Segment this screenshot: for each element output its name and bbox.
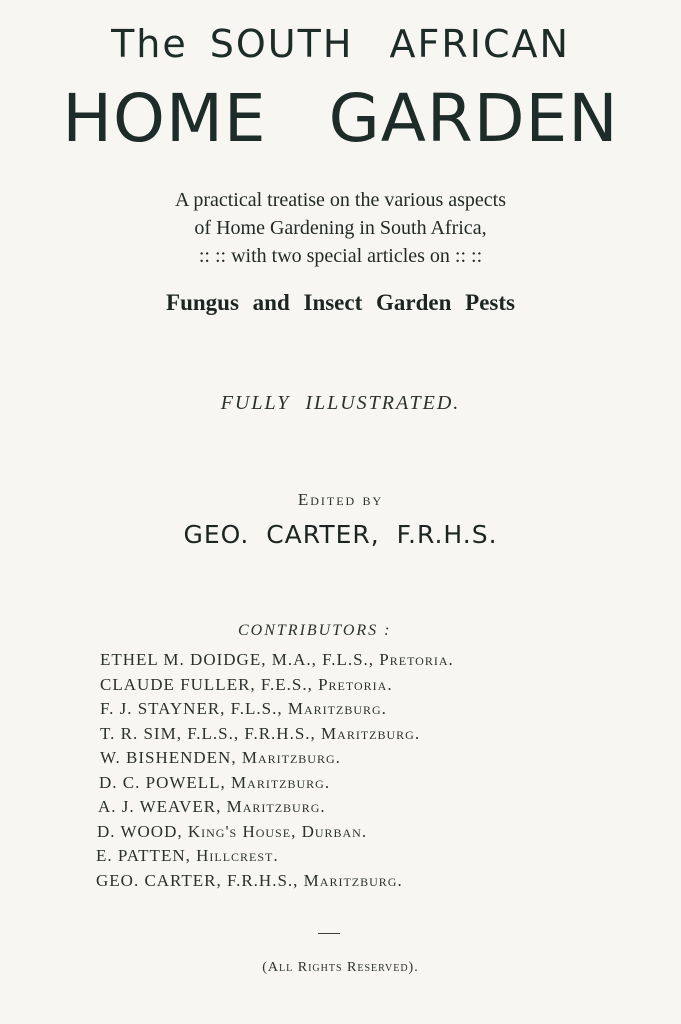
contributor-item — [96, 844, 656, 869]
title-main: HOME GARDEN — [62, 80, 619, 157]
contributors-heading: CONTRIBUTORS : — [238, 622, 392, 639]
contributor-name: T. R. SIM, F.L.S., F.R.H.S., — [100, 723, 316, 743]
contributor-name: A. J. WEAVER, — [98, 797, 222, 816]
subtitle-line-2: of Home Gardening in South Africa, — [194, 217, 487, 239]
contributors-list — [96, 648, 656, 893]
contributor-name: ETHEL M. DOIDGE, M.A., F.L.S., — [100, 650, 375, 669]
contributor-place: Pretoria. — [318, 674, 393, 694]
contributor-place: Hillcrest. — [196, 846, 279, 865]
editor-name: GEO. CARTER, F.R.H.S. — [183, 520, 498, 549]
contributor-item — [100, 722, 660, 747]
separator-dash — [318, 933, 340, 934]
subtitle-pests: Fungus and Insect Garden Pests — [166, 290, 515, 315]
contributor-item — [96, 869, 656, 894]
contributor-place: Maritzburg. — [226, 797, 326, 816]
title-the: The — [111, 22, 188, 66]
contributor-item — [100, 648, 660, 673]
contributor-place: Pretoria. — [379, 650, 454, 669]
contributor-place: Maritzburg. — [321, 723, 421, 743]
fully-illustrated: FULLY ILLUSTRATED. — [220, 392, 461, 414]
rights-reserved: (All Rights Reserved). — [262, 960, 419, 975]
contributor-name: D. C. POWELL, — [99, 772, 226, 792]
contributor-place: Maritzburg. — [231, 772, 331, 792]
contributor-item — [97, 820, 657, 845]
contributor-place: Maritzburg. — [303, 870, 403, 890]
contributor-name: CLAUDE FULLER, F.E.S., — [100, 674, 313, 694]
contributor-name: F. J. STAYNER, F.L.S., — [100, 699, 283, 718]
contributor-name: D. WOOD, — [97, 821, 183, 841]
contributor-item — [100, 746, 660, 771]
contributor-name: W. BISHENDEN, — [100, 748, 237, 767]
contributor-item — [100, 673, 660, 698]
subtitle-block — [0, 186, 681, 270]
title-south-african: SOUTH AFRICAN — [209, 22, 570, 66]
contributor-name: GEO. CARTER, F.R.H.S., — [96, 870, 299, 890]
subtitle-line-3: :: :: with two special articles on :: :: — [198, 245, 483, 267]
contributor-place: Maritzburg. — [287, 699, 387, 718]
title-line-1 — [0, 22, 681, 66]
contributor-item — [100, 697, 660, 722]
contributor-place: King's House, Durban. — [187, 821, 368, 841]
contributor-item — [98, 795, 658, 820]
contributor-item — [99, 771, 659, 796]
subtitle-line-1: A practical treatise on the various aspects — [175, 189, 506, 211]
edited-by-label: Edited by — [297, 490, 384, 509]
contributor-name: E. PATTEN, — [96, 846, 191, 865]
contributor-place: Maritzburg. — [241, 748, 341, 767]
